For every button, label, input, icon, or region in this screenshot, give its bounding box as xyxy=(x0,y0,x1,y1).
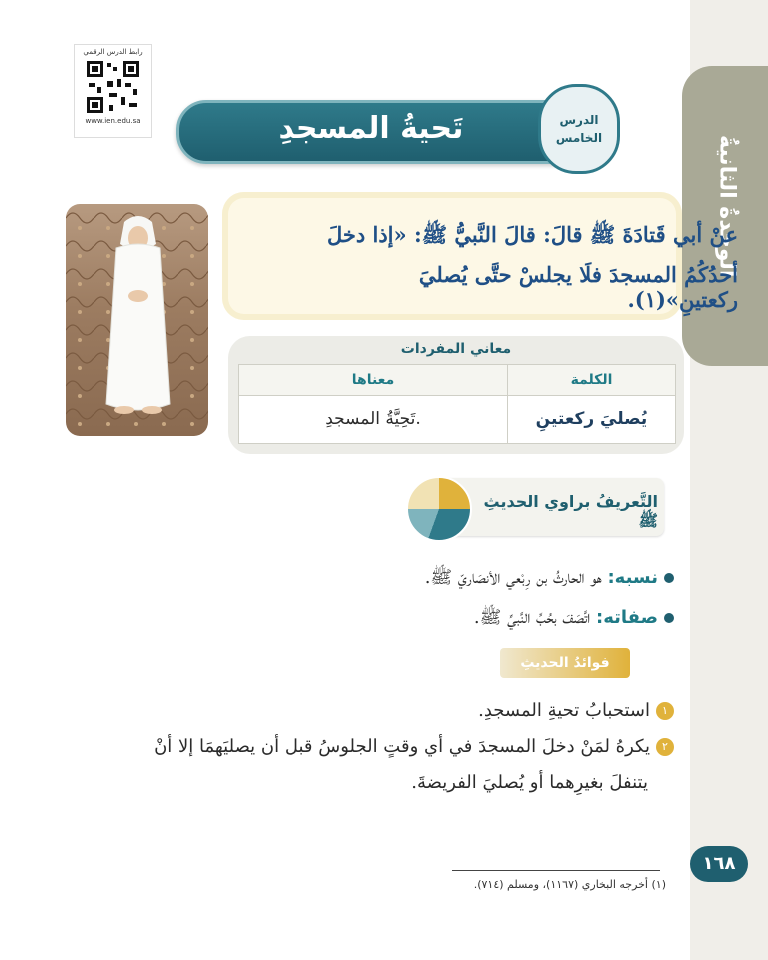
praying-child-illustration xyxy=(66,204,208,436)
benefits-heading-text: فوائدُ الحديثِ xyxy=(520,655,610,671)
page-number: ١٦٨ xyxy=(690,846,748,882)
benefit-item xyxy=(94,700,674,721)
praying-child-photo xyxy=(66,204,208,436)
bullet-icon xyxy=(664,613,674,623)
narrator-item-text: هو الحارثُ بن رِبْعي الأنصَاريّ ﷺ. xyxy=(424,567,602,588)
hadith-line-2: أحدُكُمُ المسجدَ فلَا يجلسْ حتَّى يُصليَ ركعتينِ»(١). xyxy=(418,262,738,312)
narrator-item xyxy=(114,566,674,592)
vocab-meaning-cell: تَحِيَّةُ المسجدِ. xyxy=(325,409,421,429)
benefit-text: استحبابُ تحيةِ المسجدِ. xyxy=(478,700,650,721)
footnote: (١) أخرجه البخاري (١١٦٧)، ومسلم (٧١٤). xyxy=(473,878,666,891)
lesson-badge-line2: الخامس xyxy=(555,131,603,145)
benefits-heading xyxy=(500,648,630,678)
vocab-header-meaning: معناها xyxy=(239,365,507,396)
narrator-item-key: نسبه: xyxy=(607,567,658,588)
benefit-number-badge: ١ xyxy=(656,702,674,720)
benefit-continuation: يتنفلَ بغيرِهما أو يُصليَ الفريضةَ. xyxy=(411,772,648,793)
lesson-badge-line1: الدرس xyxy=(559,113,599,127)
footnote-divider xyxy=(452,870,660,871)
qr-code-icon[interactable] xyxy=(85,59,141,115)
qr-code-box[interactable] xyxy=(74,44,152,138)
vocab-word-cell: يُصليَ ركعتينِ xyxy=(535,409,648,429)
qr-label: رابط الدرس الرقمي xyxy=(83,48,143,56)
lesson-title: تَحيةُ المسجدِ xyxy=(278,111,464,146)
narrator-item-text: اتَّصَفَ بحُبِّ النَّبيِّ ﷺ. xyxy=(473,607,591,628)
narrator-item-key: صفاته: xyxy=(596,607,658,628)
vocabulary-table xyxy=(238,364,676,444)
unit-label: الوحدةُ الثانيةُ xyxy=(714,134,740,278)
vocabulary-title: معاني المفردات xyxy=(400,341,512,357)
narrator-item xyxy=(114,606,674,632)
lesson-number-badge xyxy=(538,84,620,174)
bullet-icon xyxy=(664,573,674,583)
benefit-number-badge: ٢ xyxy=(656,738,674,756)
benefit-item xyxy=(94,736,674,757)
hadith-line-1: عنْ أبي قَتادَةَ ﷺ قالَ: قالَ النَّبيُّ ﷺ: «إذا دخلَ xyxy=(326,222,738,247)
decorative-wheel-icon xyxy=(406,476,472,542)
benefit-text: يكرهُ لمَنْ دخلَ المسجدَ في أي وقتٍ الجلوسُ قبل أن يصليَهمَا إلا أنْ xyxy=(154,736,650,757)
narrator-heading: التَّعريفُ براوي الحديثِ ﷺ xyxy=(483,492,658,530)
vocab-header-word: الكلمة xyxy=(508,365,675,396)
qr-url[interactable]: www.ien.edu.sa xyxy=(85,117,141,125)
